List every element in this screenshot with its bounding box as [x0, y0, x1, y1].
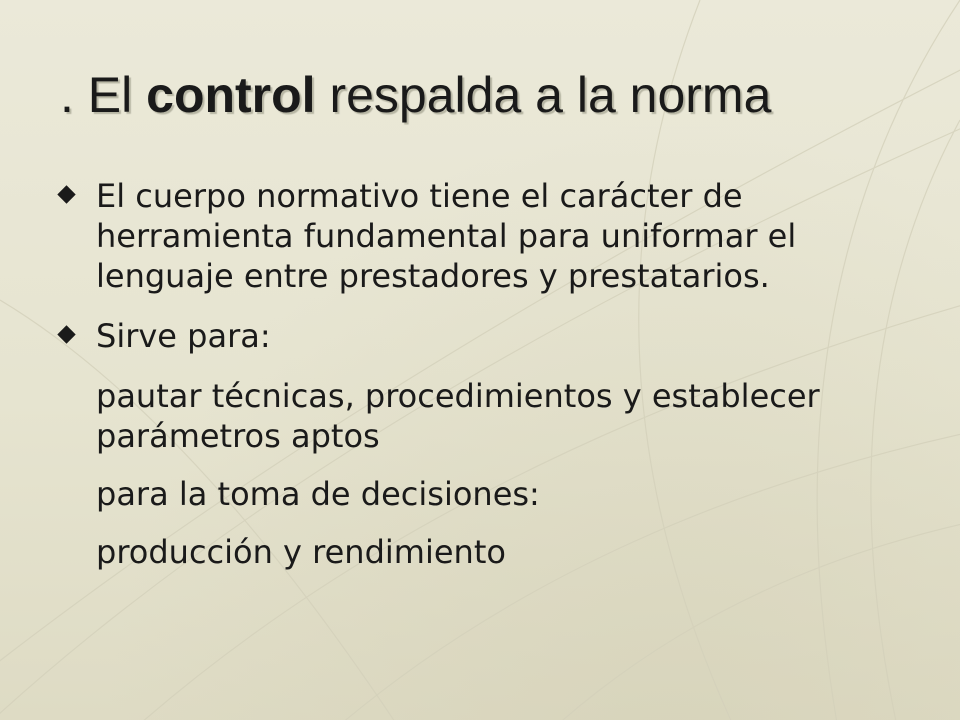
bullet-text: Sirve para: [96, 317, 271, 355]
diamond-bullet-icon [57, 185, 75, 203]
slide-body [60, 176, 920, 590]
continuation-line: pautar técnicas, procedimientos y establecer parámetros aptos [96, 377, 820, 455]
bullet-item [60, 176, 920, 296]
title-prefix: . El [60, 67, 147, 123]
continuation-line: para la toma de decisiones: [96, 475, 540, 513]
bullet-item [60, 316, 920, 356]
title-bold-word: control [146, 67, 316, 123]
diamond-bullet-icon [57, 325, 75, 343]
bullet-text: El cuerpo normativo tiene el carácter de herramienta fundamental para uniformar el lenguaje entre prestadores y prestatarios. [96, 177, 797, 295]
slide-title [60, 62, 920, 128]
title-suffix: respalda a la norma [315, 67, 772, 123]
continuation-line: producción y rendimiento [96, 533, 506, 571]
